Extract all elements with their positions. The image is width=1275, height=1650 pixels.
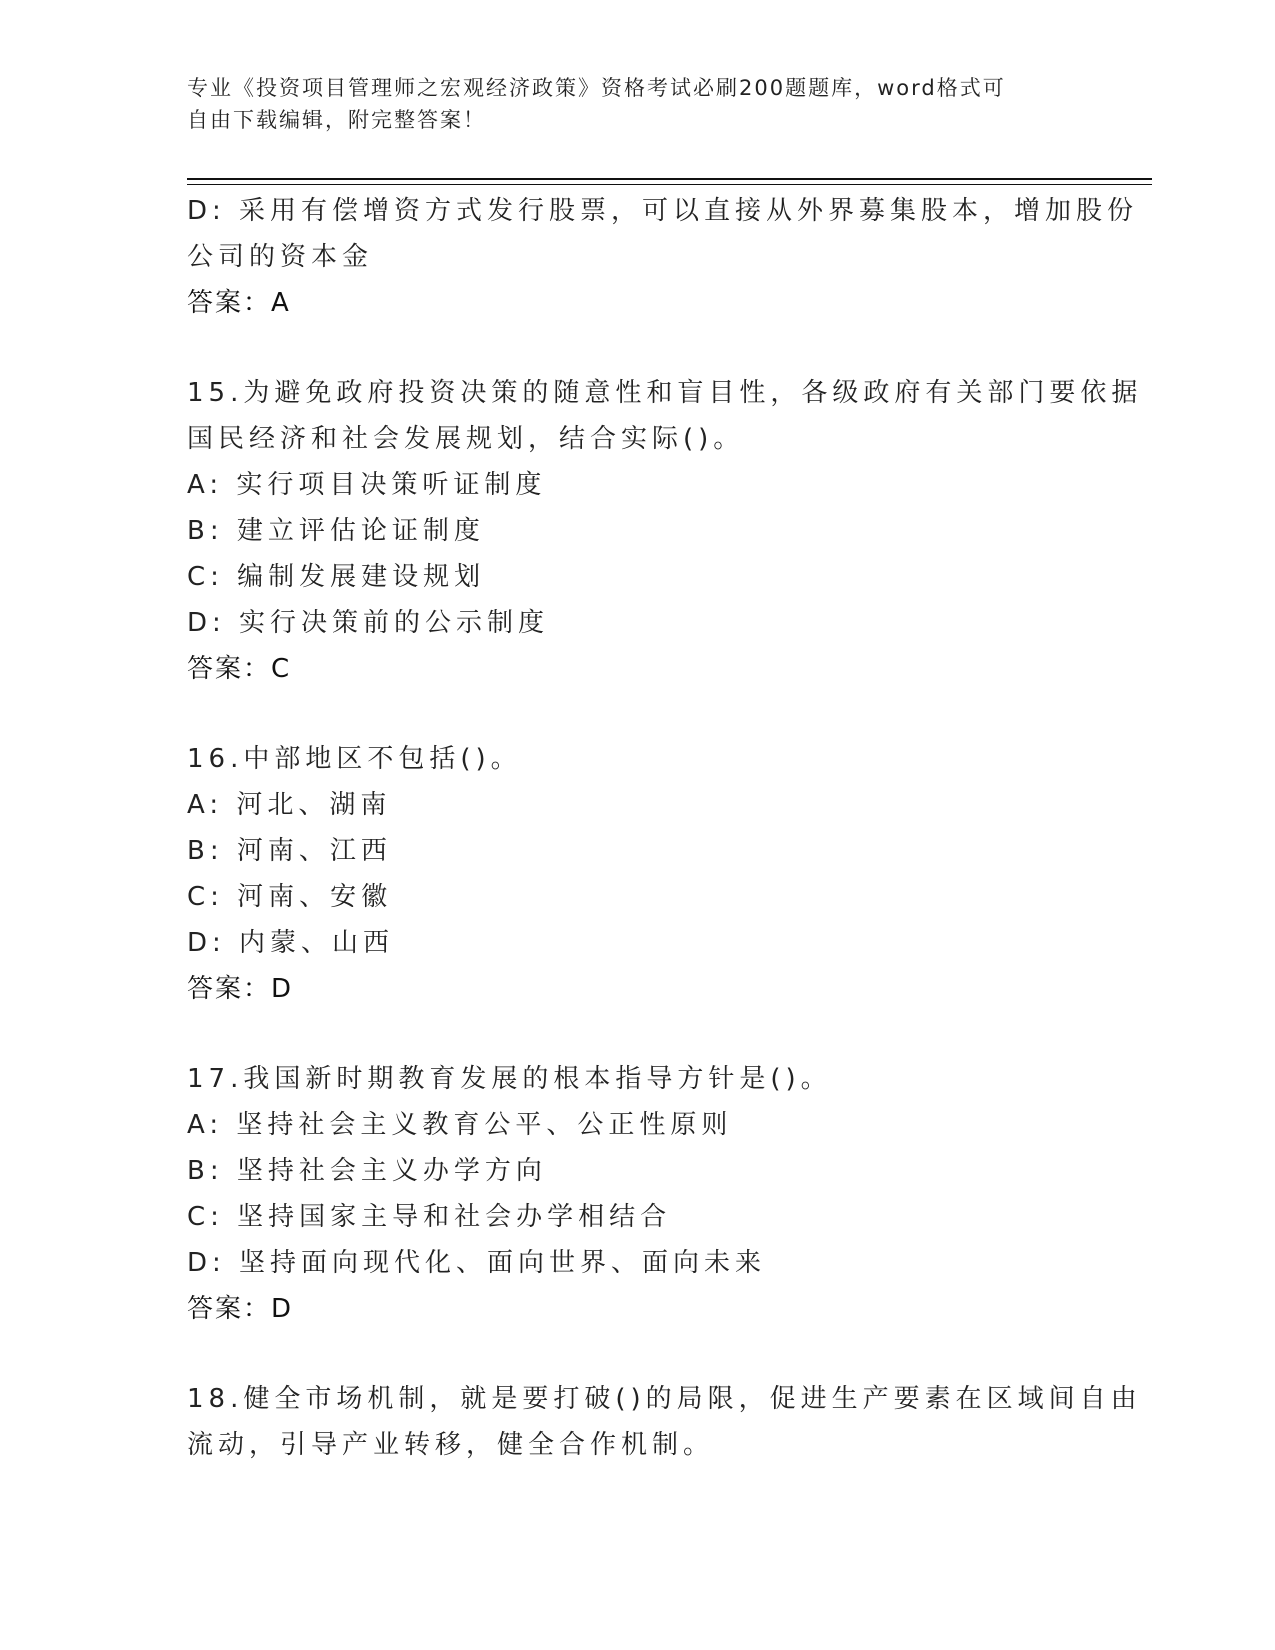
option-a: A: 坚持社会主义教育公平、公正性原则 bbox=[187, 1110, 733, 1140]
option-d: D: 采用有偿增资方式发行股票，可以直接从外界募集股本，增加股份 bbox=[187, 196, 1139, 226]
option-b: B: 河南、江西 bbox=[187, 836, 392, 866]
question-stem: 18.健全市场机制，就是要打破()的局限，促进生产要素在区域间自由 bbox=[187, 1384, 1142, 1414]
question-stem: 17.我国新时期教育发展的根本指导方针是()。 bbox=[187, 1064, 832, 1094]
question-list bbox=[187, 188, 1143, 1468]
header-divider-thick bbox=[187, 178, 1152, 180]
question-17 bbox=[187, 1056, 1087, 1332]
question-stem-continued: 流动，引导产业转移，健全合作机制。 bbox=[187, 1430, 715, 1460]
option-c: C: 河南、安徽 bbox=[187, 882, 393, 912]
option-b: B: 建立评估论证制度 bbox=[187, 516, 485, 546]
spacer bbox=[187, 1332, 1087, 1376]
option-a: A: 河北、湖南 bbox=[187, 790, 392, 820]
option-a: A: 实行项目决策听证制度 bbox=[187, 470, 547, 500]
document-header bbox=[187, 72, 1087, 136]
option-d-continued: 公司的资本金 bbox=[187, 242, 374, 272]
option-d: D: 实行决策前的公示制度 bbox=[187, 608, 550, 638]
header-title-line-2: 自由下载编辑，附完整答案！ bbox=[187, 108, 486, 132]
question-stem-continued: 国民经济和社会发展规划，结合实际()。 bbox=[187, 424, 745, 454]
question-14-tail bbox=[187, 188, 1139, 326]
option-c: C: 编制发展建设规划 bbox=[187, 562, 486, 592]
header-title-line-1: 专业《投资项目管理师之宏观经济政策》资格考试必刷200题题库，word格式可 bbox=[187, 76, 1006, 100]
option-c: C: 坚持国家主导和社会办学相结合 bbox=[187, 1202, 672, 1232]
option-b: B: 坚持社会主义办学方向 bbox=[187, 1156, 547, 1186]
question-15 bbox=[187, 370, 1143, 692]
spacer bbox=[187, 692, 1087, 736]
answer: 答案：C bbox=[187, 654, 292, 684]
spacer bbox=[187, 1012, 1087, 1056]
spacer bbox=[187, 326, 1087, 370]
header-divider-thin bbox=[187, 184, 1152, 185]
question-16 bbox=[187, 736, 1087, 1012]
answer: 答案：D bbox=[187, 974, 294, 1004]
question-18 bbox=[187, 1376, 1142, 1468]
answer: 答案：A bbox=[187, 288, 291, 318]
option-d: D: 内蒙、山西 bbox=[187, 928, 395, 958]
question-stem: 16.中部地区不包括()。 bbox=[187, 744, 522, 774]
answer: 答案：D bbox=[187, 1294, 294, 1324]
question-stem: 15.为避免政府投资决策的随意性和盲目性，各级政府有关部门要依据 bbox=[187, 378, 1143, 408]
option-d: D: 坚持面向现代化、面向世界、面向未来 bbox=[187, 1248, 767, 1278]
